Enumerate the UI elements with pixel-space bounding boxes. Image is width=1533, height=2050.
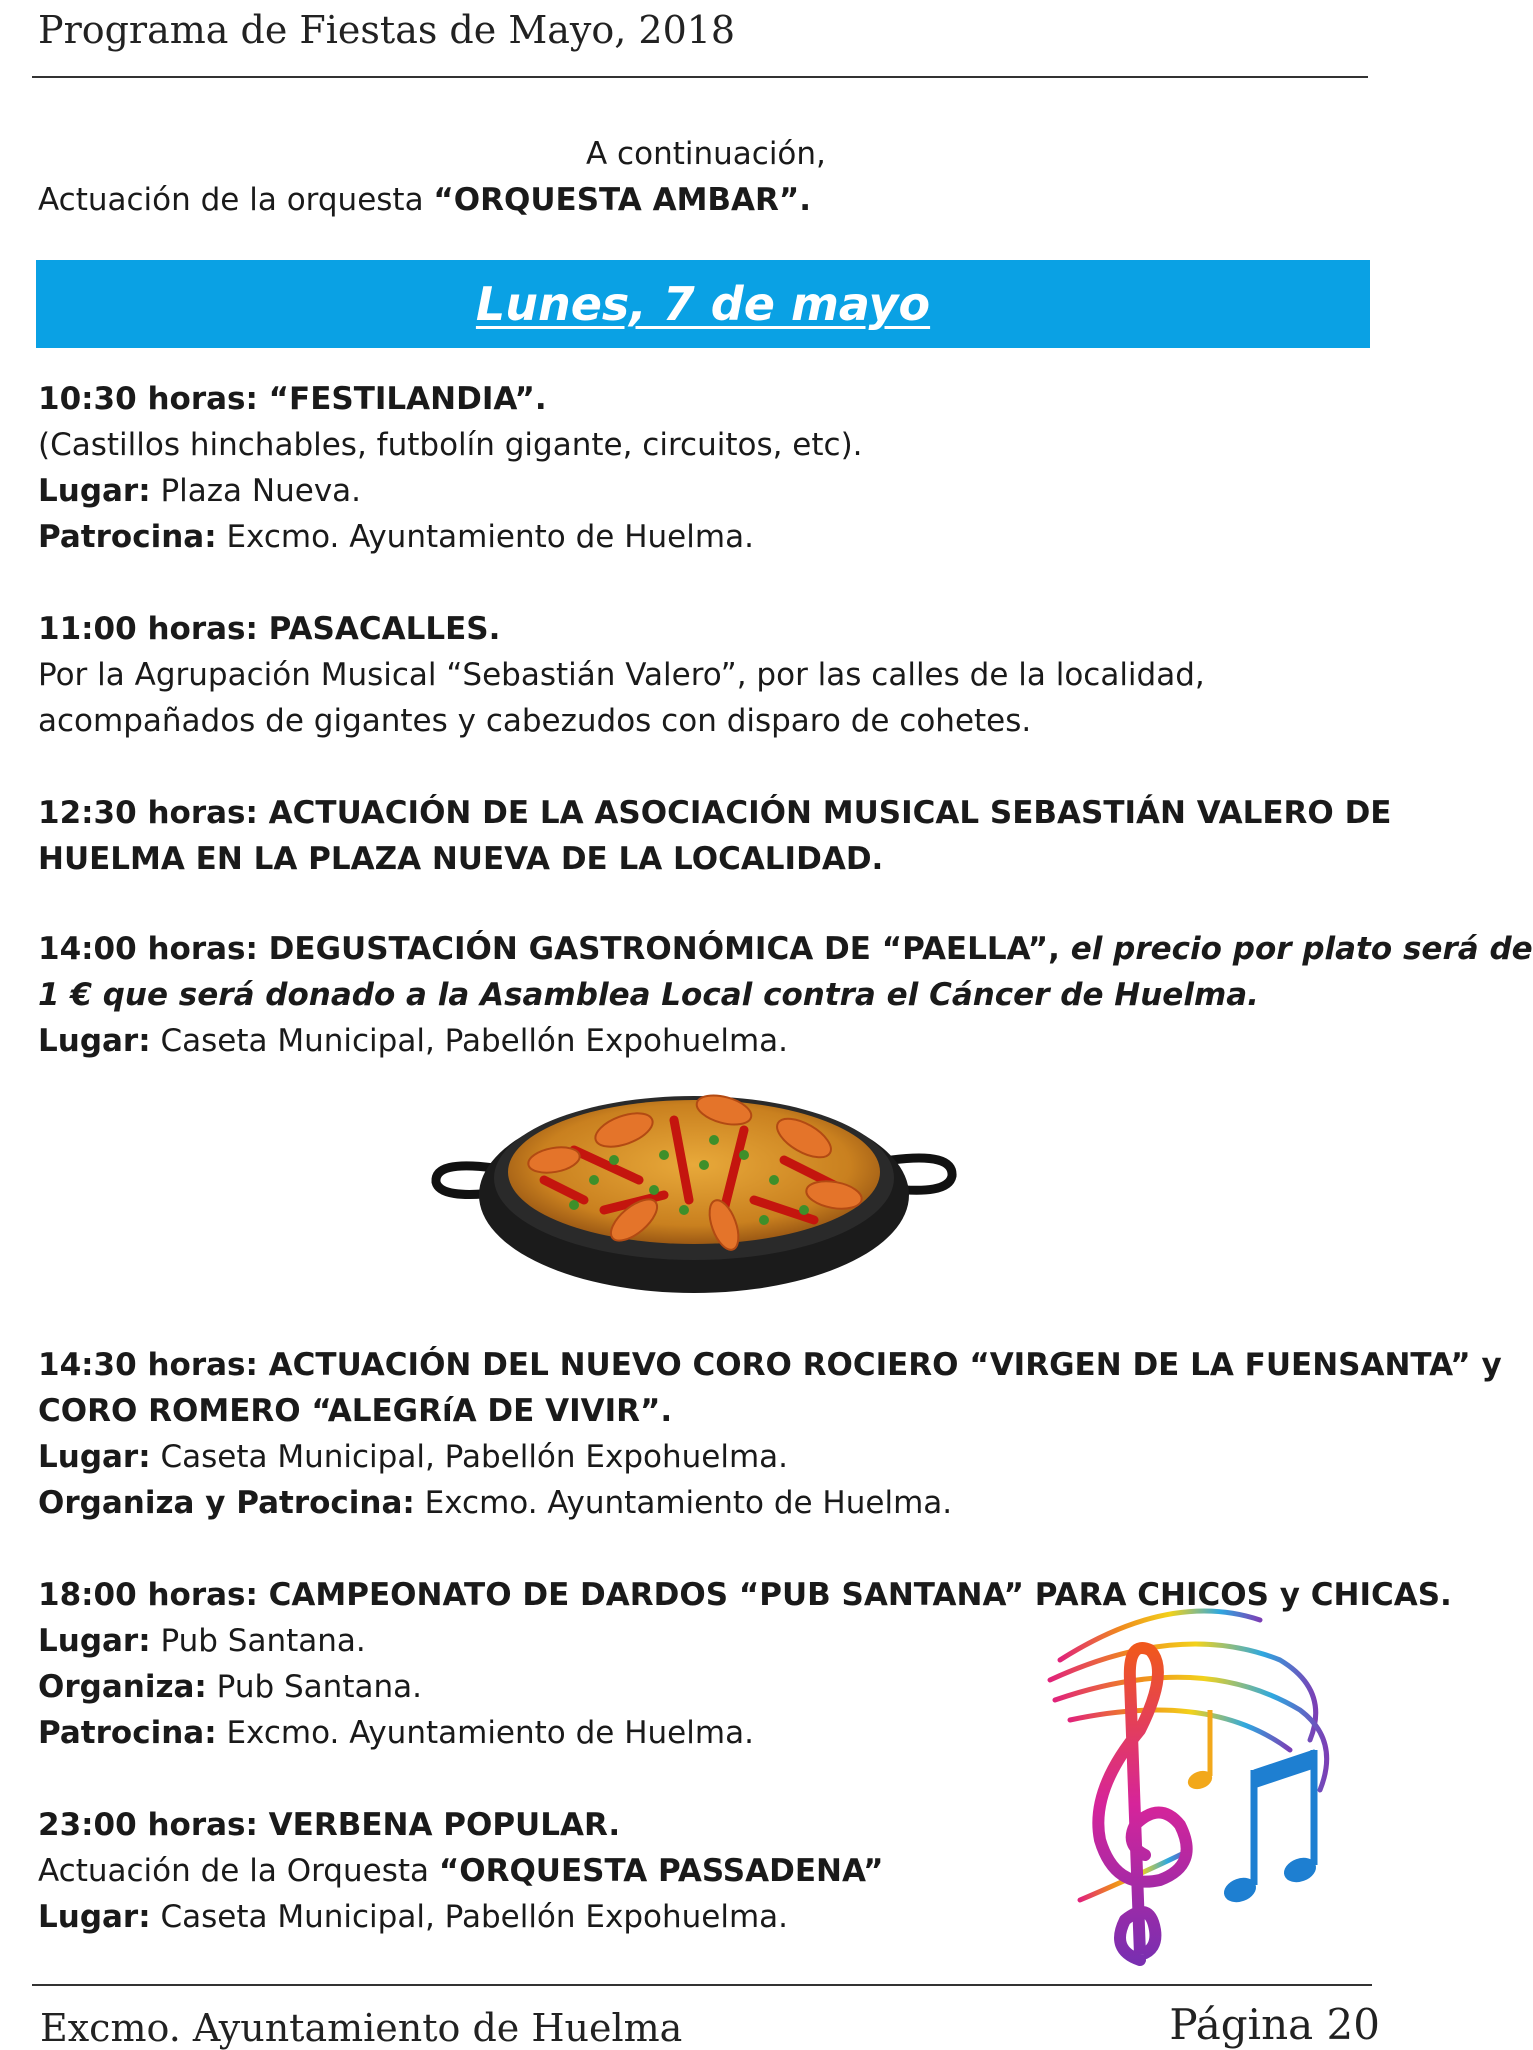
- event-5-heading-2: CORO ROMERO “ALEGRíA DE VIVIR”.: [38, 1393, 673, 1429]
- footer-organization: Excmo. Ayuntamiento de Huelma: [40, 2006, 683, 2050]
- paella-pan-image: [424, 1060, 964, 1300]
- day-banner: [36, 260, 1370, 348]
- intro-orchestra-name: “ORQUESTA AMBAR”.: [433, 182, 812, 218]
- event-6-sponsor-label: Patrocina:: [38, 1715, 217, 1751]
- event-5-organizer-value: Excmo. Ayuntamiento de Huelma.: [414, 1485, 953, 1521]
- event-4-heading: [38, 931, 1533, 967]
- event-7-location: [38, 1899, 789, 1935]
- event-1-description: (Castillos hinchables, futbolín gigante, circuitos, etc).: [38, 427, 863, 463]
- event-6-sponsor: [38, 1715, 754, 1751]
- day-title: Lunes, 7 de mayo: [475, 277, 931, 331]
- event-6-location-value: Pub Santana.: [150, 1623, 366, 1659]
- music-notes-treble-clef-image: [1030, 1600, 1360, 1970]
- event-2-heading: 11:00 horas: PASACALLES.: [38, 611, 501, 647]
- event-5-location-label: Lugar:: [38, 1439, 151, 1475]
- event-4-price-note: 1 € que será donado a la Asamblea Local contra el Cáncer de Huelma.: [38, 977, 1259, 1013]
- intro-line-2: [38, 182, 811, 218]
- event-1-sponsor-value: Excmo. Ayuntamiento de Huelma.: [216, 519, 754, 555]
- event-5-heading-1: 14:30 horas: ACTUACIÓN DEL NUEVO CORO ROCIERO “VIRGEN DE LA FUENSANTA” y: [38, 1347, 1502, 1383]
- event-4-heading-main: 14:00 horas: DEGUSTACIÓN GASTRONÓMICA DE “PAELLA”,: [38, 931, 1060, 967]
- event-1-location: [38, 473, 362, 509]
- event-1-sponsor-label: Patrocina:: [38, 519, 217, 555]
- event-4-location-label: Lugar:: [38, 1023, 151, 1059]
- footer-divider: [32, 1984, 1372, 1986]
- intro-line-2-prefix: Actuación de la orquesta: [38, 182, 434, 218]
- intro-line-1: A continuación,: [586, 136, 826, 172]
- event-7-location-value: Caseta Municipal, Pabellón Expohuelma.: [150, 1899, 789, 1935]
- event-5-location-value: Caseta Municipal, Pabellón Expohuelma.: [150, 1439, 789, 1475]
- event-4-heading-italic: el precio por plato será de: [1059, 931, 1533, 967]
- event-7-orchestra-prefix: Actuación de la Orquesta: [38, 1853, 439, 1889]
- event-3-heading-1: 12:30 horas: ACTUACIÓN DE LA ASOCIACIÓN MUSICAL SEBASTIÁN VALERO DE: [38, 795, 1392, 831]
- page-number: Página 20: [1169, 2000, 1380, 2049]
- event-6-sponsor-value: Excmo. Ayuntamiento de Huelma.: [216, 1715, 754, 1751]
- event-6-organizer-label: Organiza:: [38, 1669, 207, 1705]
- event-5-organizer-label: Organiza y Patrocina:: [38, 1485, 415, 1521]
- event-1-sponsor: [38, 519, 754, 555]
- event-5-location: [38, 1439, 789, 1475]
- header-divider: [32, 76, 1368, 78]
- event-6-organizer: [38, 1669, 422, 1705]
- event-7-heading: 23:00 horas: VERBENA POPULAR.: [38, 1807, 621, 1843]
- event-4-location-value: Caseta Municipal, Pabellón Expohuelma.: [150, 1023, 789, 1059]
- event-6-organizer-value: Pub Santana.: [206, 1669, 422, 1705]
- event-6-heading: 18:00 horas: CAMPEONATO DE DARDOS “PUB SANTANA” PARA CHICOS y CHICAS.: [38, 1577, 1452, 1613]
- event-3-heading-2: HUELMA EN LA PLAZA NUEVA DE LA LOCALIDAD.: [38, 841, 884, 877]
- event-6-location-label: Lugar:: [38, 1623, 151, 1659]
- page-header-title: Programa de Fiestas de Mayo, 2018: [38, 8, 736, 52]
- event-7-orchestra-name: “ORQUESTA PASSADENA”: [438, 1853, 884, 1889]
- event-1-location-value: Plaza Nueva.: [150, 473, 362, 509]
- event-7-location-label: Lugar:: [38, 1899, 151, 1935]
- event-2-description-1: Por la Agrupación Musical “Sebastián Valero”, por las calles de la localidad,: [38, 657, 1205, 693]
- event-2-description-2: acompañados de gigantes y cabezudos con disparo de cohetes.: [38, 703, 1032, 739]
- event-5-organizer: [38, 1485, 953, 1521]
- event-6-location: [38, 1623, 366, 1659]
- event-7-orchestra: [38, 1853, 884, 1889]
- event-1-heading: 10:30 horas: “FESTILANDIA”.: [38, 381, 547, 417]
- event-4-location: [38, 1023, 789, 1059]
- event-1-location-label: Lugar:: [38, 473, 151, 509]
